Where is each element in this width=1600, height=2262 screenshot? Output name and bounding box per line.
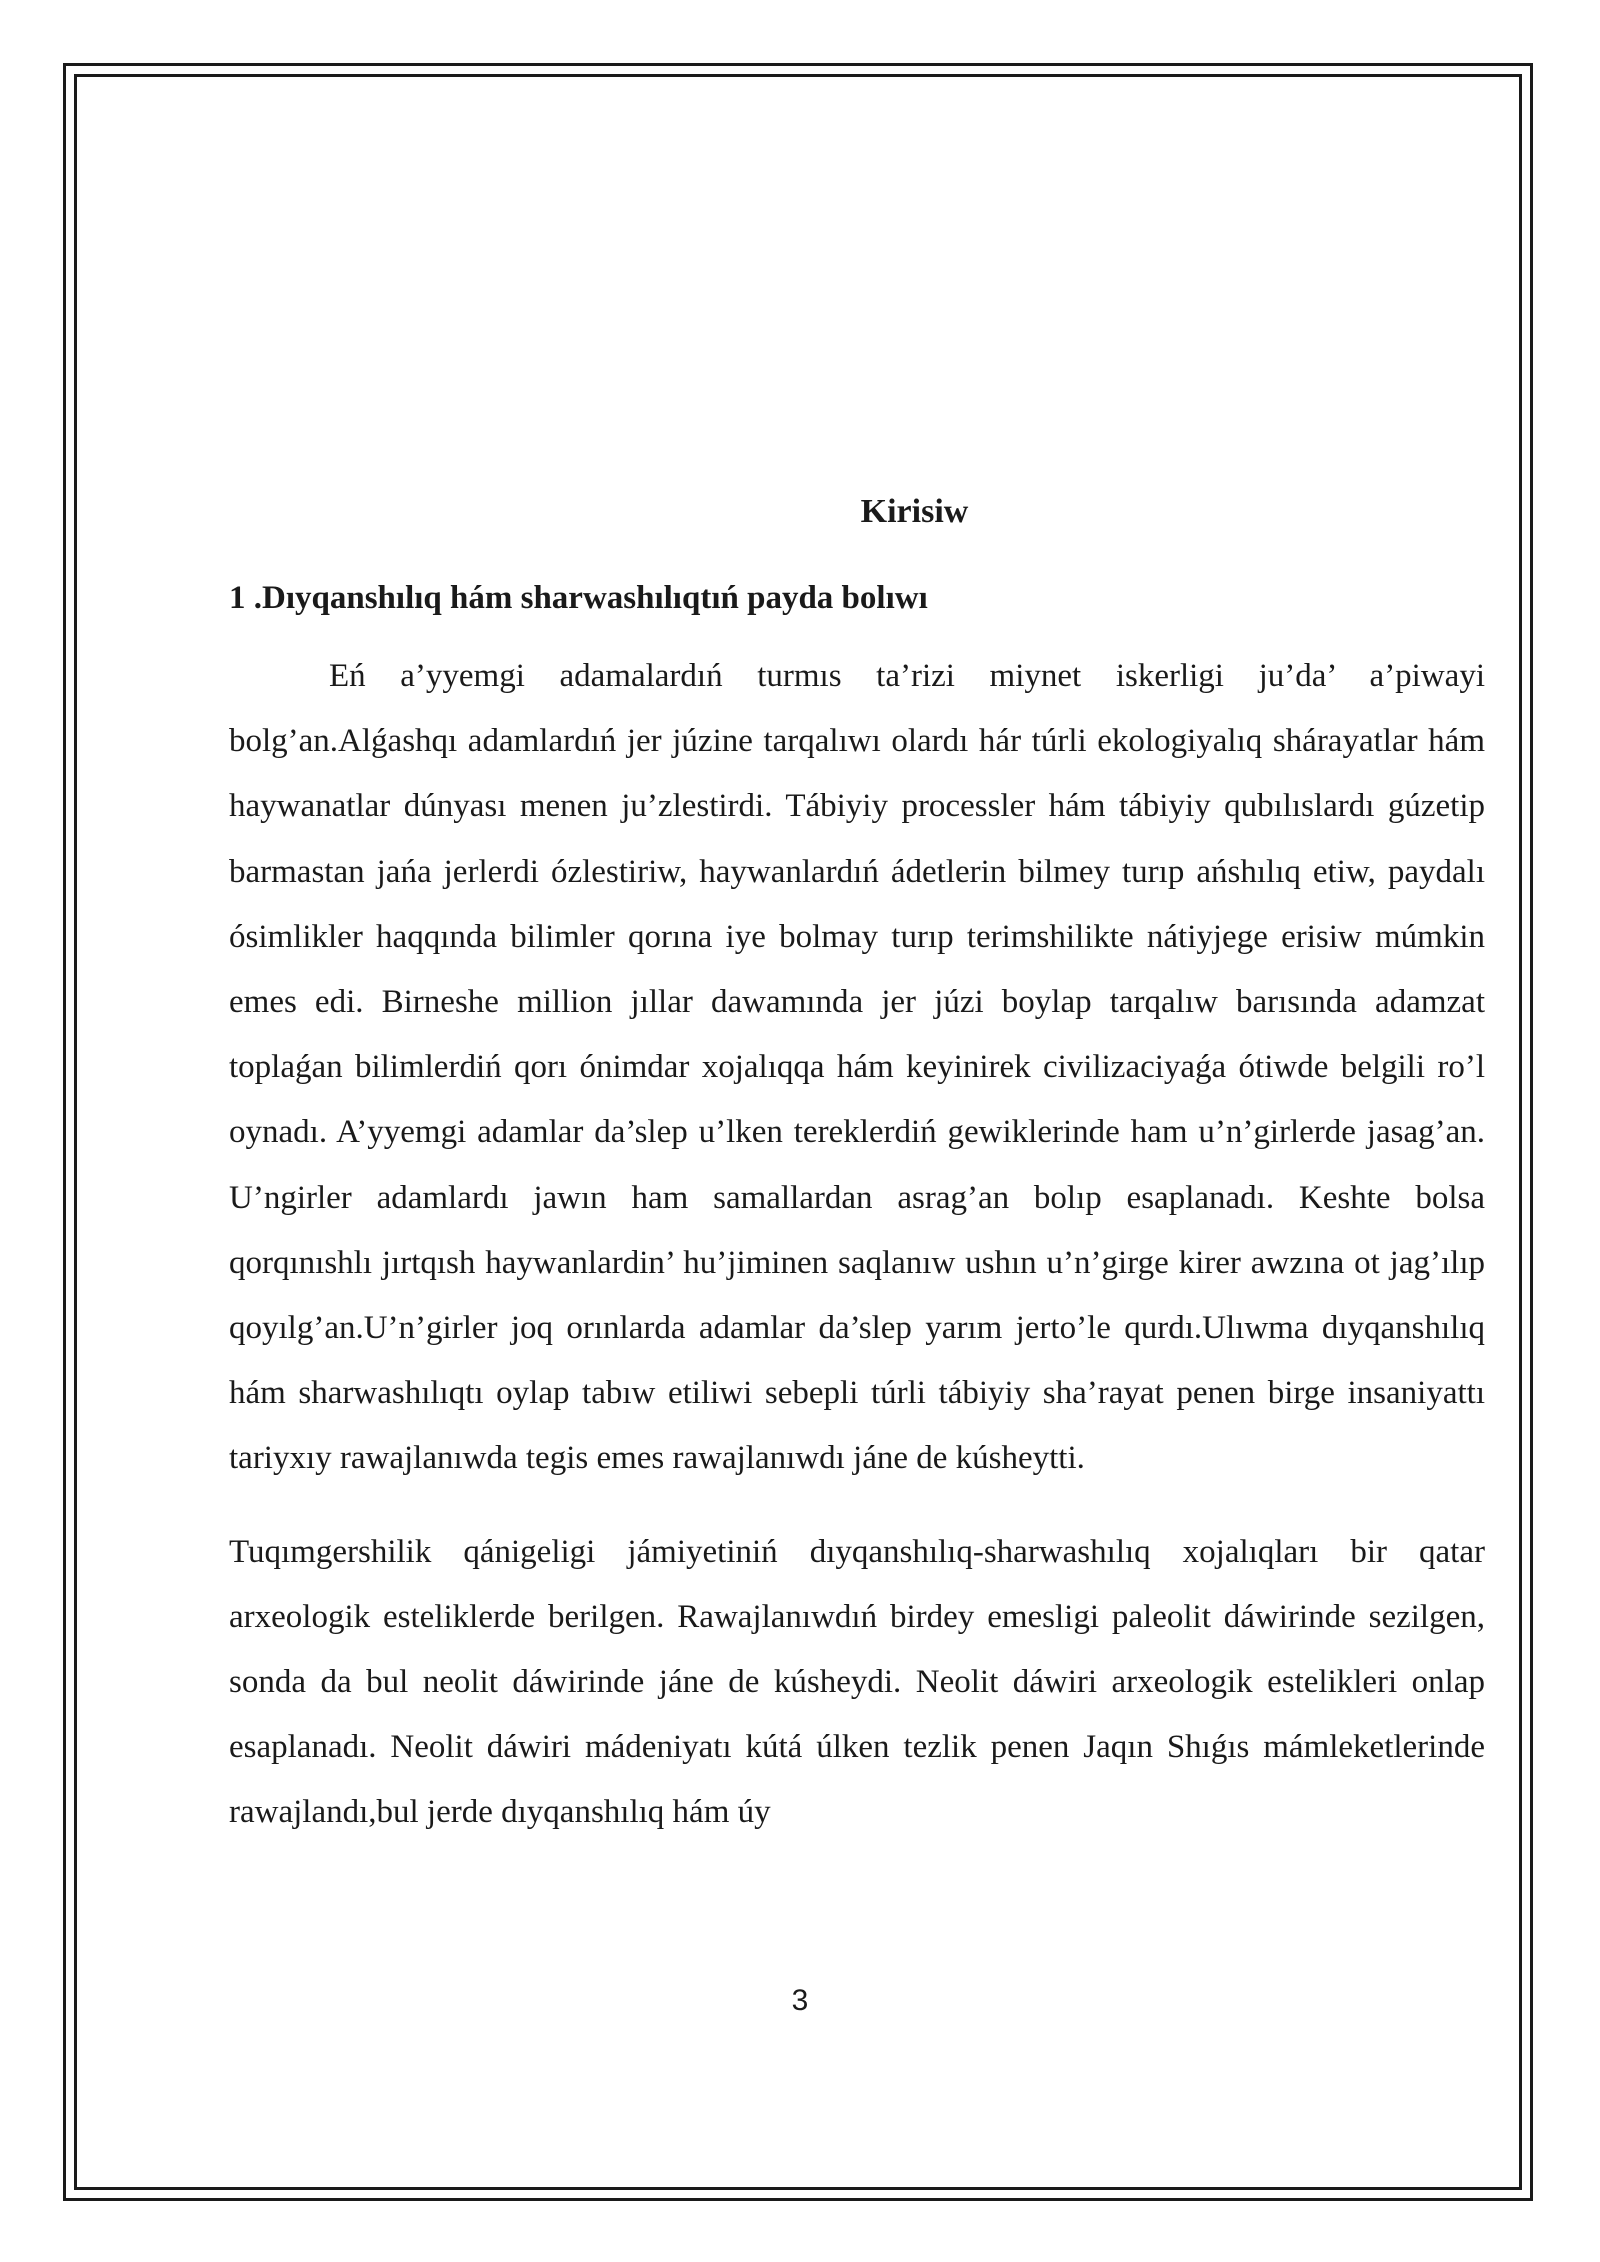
document-title: Kirisiw <box>860 493 969 530</box>
paragraph-1: Eń a’yyemgi adamalardıń turmıs ta’rizi miynet iskerligi ju’da’ a’piwayi bolg’an.Alǵashqı adamlardıń jer júzine tarqalıwı olardı hár túrli ekologiyalıq shárayatlar hám haywanatlar dúnyası menen ju’zlestirdi. Tábiyiy processler hám tábiyiy qubılıslardı gúzetip barmastan jańa jerlerdi ózlestiriw, haywanlardıń ádetlerin bilmey turıp ańshılıq etiw, paydalı ósimlikler haqqında bilimler qorına iye bolmay turıp terimshilikte nátiyjege erisiw múmkin emes edi. Birneshe million jıllar dawamında jer júzi boylap tarqalıw barısında adamzat toplaǵan bilimlerdiń qorı ónimdar xojalıqqa hám keyinirek civilizaciyaǵa ótiwde belgili ro’l oynadı. A’yyemgi adamlar da’slep u’lken tereklerdiń gewiklerinde ham u’n’girlerde jasag’an. U’ngirler adamlardı jawın ham samallardan asrag’an bolıp esaplanadı. Keshte bolsa qorqınıshlı jırtqısh haywanlardin’ hu’jiminen saqlanıw ushın u’n’girge kirer awzına ot jag’ılıp qoyılg’an.U’n’girler joq orınlarda adamlar da’slep yarım jerto’le qurdı.Ulıwma dıyqanshılıq hám sharwashılıqtı oylap tabıw etiliwi sebepli túrli tábiyiy sha’rayat penen birge insaniyattı tariyxıy rawajlanıwda tegis emes rawajlanıwdı jáne de kúsheytti. <box>229 658 1485 1477</box>
section-heading: 1 .Dıyqanshılıq hám sharwashılıqtıń payda bolıwı <box>229 580 928 616</box>
page-number: 3 <box>791 1984 809 2017</box>
paragraph-2: Tuqımgershilik qánigeligi jámiyetiniń dıyqanshılıq-sharwashılıq xojalıqları bir qatar arxeologik esteliklerde berilgen. Rawajlanıwdıń birdey emesligi paleolit dáwirinde sezilgen, sonda da bul neolit dáwirinde jáne de kúsheydi. Neolit dáwiri arxeologik estelikleri onlap esaplanadı. Neolit dáwiri mádeniyatı kútá úlken tezlik penen Jaqın Shıǵıs mámleketlerinde rawajlandı,bul jerde dıyqanshılıq hám úy <box>229 1533 1485 1831</box>
document-body <box>229 490 1485 1846</box>
